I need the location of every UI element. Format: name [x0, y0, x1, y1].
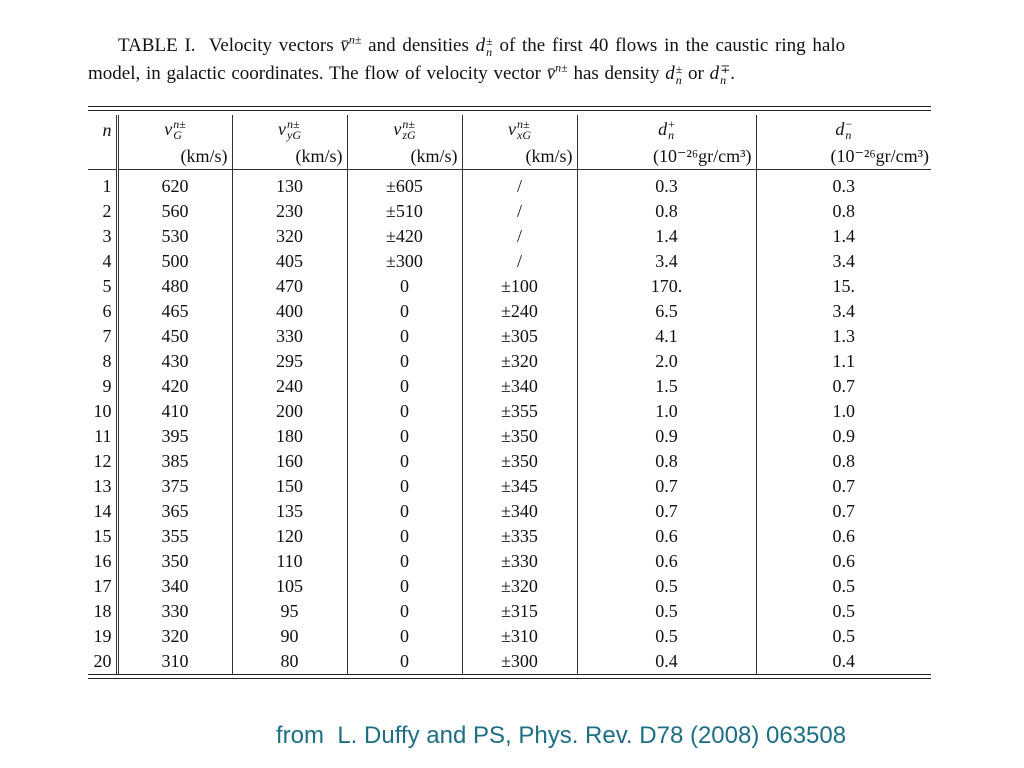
cell-d-minus: 1.3 [832, 326, 855, 346]
cell-vzG: 0 [347, 299, 462, 324]
cell-vG: 330 [117, 599, 232, 624]
cell-n: 1 [88, 170, 117, 200]
cell-vG: 355 [117, 524, 232, 549]
cell-vxG: / [462, 170, 577, 200]
cell-vzG: ±300 [347, 249, 462, 274]
cell-d-plus: 0.5 [577, 624, 756, 649]
cell-vyG: 90 [232, 624, 347, 649]
header-vxG: v n± xG [462, 115, 577, 143]
cell-d-minus: 0.5 [832, 601, 855, 621]
table-row [88, 199, 931, 224]
cell-vG: 410 [117, 399, 232, 424]
cell-d-minus: 0.6 [832, 526, 855, 546]
cell-d-plus: 0.8 [577, 449, 756, 474]
cell-n: 14 [88, 499, 117, 524]
header-vyG: v n± yG [232, 115, 347, 143]
cell-vzG: 0 [347, 449, 462, 474]
top-rule [88, 106, 931, 107]
table-row [88, 649, 931, 674]
table-row [88, 399, 931, 424]
caption-line-1: TABLE I. Velocity vectors v̄$^{n\pm}$ and densities d ± n of the first 40 flows in the caustic ring halo [118, 32, 846, 59]
cell-vzG: 0 [347, 549, 462, 574]
cell-vxG: ±330 [462, 549, 577, 574]
table-row [88, 624, 931, 649]
cell-n: 13 [88, 474, 117, 499]
cell-vzG: 0 [347, 499, 462, 524]
cell-d-plus: 2.0 [577, 349, 756, 374]
table-row [88, 549, 931, 574]
cell-d-plus: 1.0 [577, 399, 756, 424]
cell-n: 16 [88, 549, 117, 574]
table-row [88, 474, 931, 499]
cell-vzG: 0 [347, 274, 462, 299]
cell-vzG: 0 [347, 424, 462, 449]
cell-vxG: / [462, 224, 577, 249]
cell-vxG: / [462, 249, 577, 274]
cell-d-minus: 1.1 [832, 351, 855, 371]
unit-d-minus: (10⁻²⁶gr/cm³) [756, 143, 931, 170]
top-rule-inner [88, 110, 931, 111]
unit-vG: (km/s) [117, 143, 232, 170]
cell-vG: 430 [117, 349, 232, 374]
cell-vyG: 295 [232, 349, 347, 374]
cell-d-plus: 0.5 [577, 574, 756, 599]
cell-vG: 420 [117, 374, 232, 399]
cell-vyG: 120 [232, 524, 347, 549]
table-row [88, 599, 931, 624]
cell-n: 2 [88, 199, 117, 224]
cell-vyG: 160 [232, 449, 347, 474]
cell-d-minus: 0.7 [832, 476, 855, 496]
cell-d-plus: 1.5 [577, 374, 756, 399]
cell-n: 17 [88, 574, 117, 599]
cell-vyG: 80 [232, 649, 347, 674]
cell-vxG: ±340 [462, 499, 577, 524]
cell-vG: 320 [117, 624, 232, 649]
cell-vzG: 0 [347, 474, 462, 499]
cell-d-plus: 0.6 [577, 524, 756, 549]
cell-d-plus: 0.9 [577, 424, 756, 449]
table-label: TABLE I. [118, 35, 196, 56]
cell-d-plus: 170. [577, 274, 756, 299]
cell-vxG: ±350 [462, 424, 577, 449]
cell-vxG: ±320 [462, 574, 577, 599]
table-row [88, 349, 931, 374]
cell-vyG: 150 [232, 474, 347, 499]
cell-vzG: 0 [347, 524, 462, 549]
table-row [88, 574, 931, 599]
cell-d-minus: 0.3 [832, 175, 855, 196]
header-row-units [88, 143, 931, 170]
cell-n: 5 [88, 274, 117, 299]
cell-n: 11 [88, 424, 117, 449]
cell-vxG: ±345 [462, 474, 577, 499]
cell-d-minus: 0.4 [832, 651, 855, 671]
cell-n: 9 [88, 374, 117, 399]
cell-vzG: ±510 [347, 199, 462, 224]
cell-vxG: ±355 [462, 399, 577, 424]
cell-d-minus: 1.4 [832, 226, 855, 246]
cell-vyG: 105 [232, 574, 347, 599]
cell-n: 10 [88, 399, 117, 424]
table-row [88, 170, 931, 200]
cell-vxG: ±300 [462, 649, 577, 674]
header-vzG: v n± zG [347, 115, 462, 143]
cell-n: 3 [88, 224, 117, 249]
caption-line-2: model, in galactic coordinates. The flow of velocity vector v̄$^{n\pm}$ has density d ± n or d ∓ n . [88, 60, 735, 87]
header-d-plus: d + n [577, 115, 756, 143]
cell-vxG: ±320 [462, 349, 577, 374]
cell-vzG: 0 [347, 599, 462, 624]
cell-vyG: 320 [232, 224, 347, 249]
cell-n: 19 [88, 624, 117, 649]
cell-vyG: 95 [232, 599, 347, 624]
cell-vyG: 230 [232, 199, 347, 224]
cell-vxG: ±350 [462, 449, 577, 474]
cell-vG: 340 [117, 574, 232, 599]
cell-vyG: 110 [232, 549, 347, 574]
cell-d-minus: 0.7 [832, 376, 855, 396]
cell-d-plus: 0.3 [577, 170, 756, 200]
cell-vxG: ±100 [462, 274, 577, 299]
cell-vG: 480 [117, 274, 232, 299]
cell-vzG: 0 [347, 324, 462, 349]
unit-d-plus: (10⁻²⁶gr/cm³) [577, 143, 756, 170]
cell-vxG: / [462, 199, 577, 224]
cell-vG: 395 [117, 424, 232, 449]
cell-n: 15 [88, 524, 117, 549]
table-row [88, 374, 931, 399]
cell-d-plus: 4.1 [577, 324, 756, 349]
cell-d-minus: 0.6 [832, 551, 855, 571]
cell-vyG: 135 [232, 499, 347, 524]
cell-vxG: ±335 [462, 524, 577, 549]
cell-d-plus: 0.6 [577, 549, 756, 574]
table-row [88, 274, 931, 299]
cell-d-minus: 0.7 [832, 501, 855, 521]
cell-vzG: 0 [347, 399, 462, 424]
cell-vG: 350 [117, 549, 232, 574]
unit-vzG: (km/s) [347, 143, 462, 170]
cell-vG: 385 [117, 449, 232, 474]
cell-vG: 310 [117, 649, 232, 674]
bottom-rule [88, 674, 931, 675]
cell-vyG: 330 [232, 324, 347, 349]
cell-n: 18 [88, 599, 117, 624]
cell-vzG: 0 [347, 624, 462, 649]
cell-n: 4 [88, 249, 117, 274]
cell-vzG: 0 [347, 374, 462, 399]
cell-vzG: 0 [347, 349, 462, 374]
header-d-minus: d − n [835, 117, 853, 143]
table-row [88, 424, 931, 449]
cell-vzG: 0 [347, 649, 462, 674]
cell-vG: 620 [117, 170, 232, 200]
cell-vG: 530 [117, 224, 232, 249]
cell-n: 12 [88, 449, 117, 474]
cell-d-plus: 0.8 [577, 199, 756, 224]
cell-d-minus: 15. [832, 276, 855, 296]
header-row-symbols [88, 115, 931, 143]
cell-vG: 500 [117, 249, 232, 274]
source-credit: from L. Duffy and PS, Phys. Rev. D78 (2008) 063508 [276, 722, 847, 749]
cell-vyG: 180 [232, 424, 347, 449]
cell-d-plus: 3.4 [577, 249, 756, 274]
cell-d-plus: 0.4 [577, 649, 756, 674]
cell-d-minus: 0.9 [832, 426, 855, 446]
cell-vG: 450 [117, 324, 232, 349]
cell-vG: 560 [117, 199, 232, 224]
table-row [88, 324, 931, 349]
velocity-density-table [88, 115, 931, 674]
cell-vyG: 405 [232, 249, 347, 274]
table-row [88, 449, 931, 474]
cell-d-plus: 0.7 [577, 499, 756, 524]
cell-vxG: ±315 [462, 599, 577, 624]
cell-d-minus: 3.4 [832, 251, 855, 271]
table-row [88, 499, 931, 524]
cell-d-minus: 3.4 [832, 301, 855, 321]
cell-vxG: ±310 [462, 624, 577, 649]
cell-d-minus: 0.5 [832, 576, 855, 596]
cell-d-minus: 0.5 [832, 626, 855, 646]
cell-n: 6 [88, 299, 117, 324]
cell-vxG: ±305 [462, 324, 577, 349]
cell-d-plus: 1.4 [577, 224, 756, 249]
cell-vyG: 470 [232, 274, 347, 299]
bottom-rule-inner [88, 678, 931, 679]
cell-vzG: 0 [347, 574, 462, 599]
cell-d-plus: 0.7 [577, 474, 756, 499]
header-n: n [88, 115, 117, 143]
cell-vyG: 130 [232, 170, 347, 200]
cell-vG: 465 [117, 299, 232, 324]
cell-d-minus: 0.8 [832, 201, 855, 221]
cell-d-plus: 0.5 [577, 599, 756, 624]
table-row [88, 524, 931, 549]
unit-vyG: (km/s) [232, 143, 347, 170]
cell-vzG: ±605 [347, 170, 462, 200]
cell-n: 8 [88, 349, 117, 374]
table-caption [88, 32, 938, 88]
cell-vxG: ±340 [462, 374, 577, 399]
cell-d-minus: 0.8 [832, 451, 855, 471]
cell-vyG: 240 [232, 374, 347, 399]
cell-vyG: 400 [232, 299, 347, 324]
cell-vyG: 200 [232, 399, 347, 424]
cell-vG: 375 [117, 474, 232, 499]
table-row [88, 224, 931, 249]
cell-vG: 365 [117, 499, 232, 524]
cell-n: 7 [88, 324, 117, 349]
cell-n: 20 [88, 649, 117, 674]
cell-vxG: ±240 [462, 299, 577, 324]
cell-d-plus: 6.5 [577, 299, 756, 324]
cell-vzG: ±420 [347, 224, 462, 249]
unit-vxG: (km/s) [462, 143, 577, 170]
header-vG: v n± G [117, 115, 232, 143]
table-row [88, 249, 931, 274]
cell-d-minus: 1.0 [832, 401, 855, 421]
table-body [88, 170, 931, 675]
table-row [88, 299, 931, 324]
